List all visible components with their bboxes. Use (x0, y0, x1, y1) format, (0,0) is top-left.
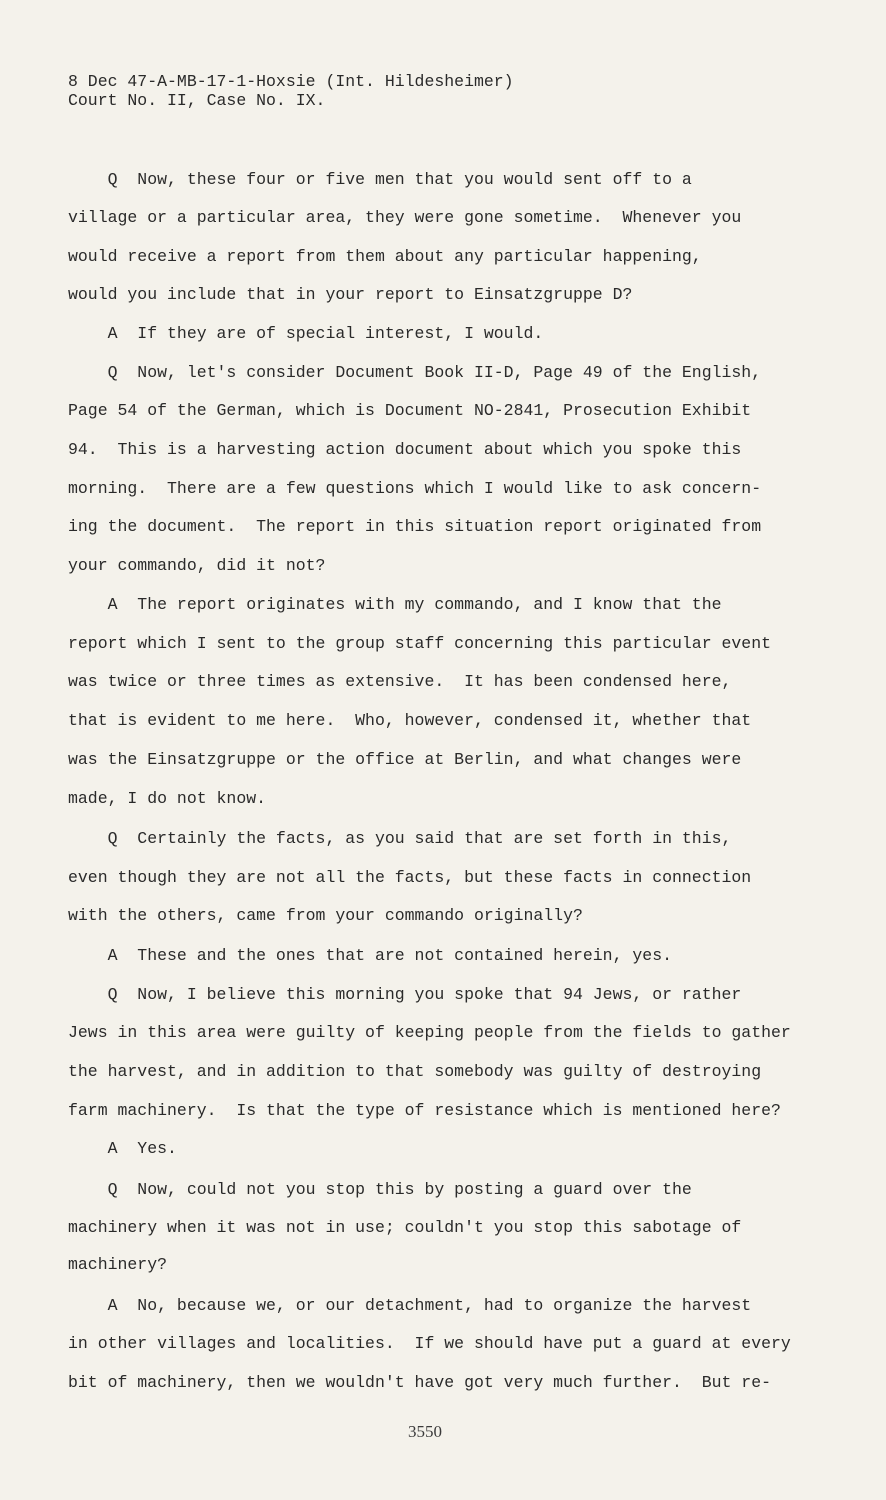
body-line: was twice or three times as extensive. It has been condensed here, (68, 672, 732, 691)
body-line: Q Now, let's consider Document Book II-D, Page 49 of the English, (68, 363, 762, 382)
body-line: farm machinery. Is that the type of resistance which is mentioned here? (68, 1101, 781, 1120)
body-line: report which I sent to the group staff concerning this particular event (68, 634, 772, 653)
header-line-1: 8 Dec 47-A-MB-17-1-Hoxsie (Int. Hildesheimer) (68, 72, 514, 91)
body-line: morning. There are a few questions which I would like to ask concern- (68, 479, 762, 498)
body-line: Jews in this area were guilty of keeping people from the fields to gather (68, 1023, 791, 1042)
body-line: machinery when it was not in use; couldn't you stop this sabotage of (68, 1218, 742, 1237)
body-line: that is evident to me here. Who, however, condensed it, whether that (68, 711, 752, 730)
document-header (68, 72, 514, 110)
body-line: Q Certainly the facts, as you said that are set forth in this, (68, 829, 732, 848)
body-line: A If they are of special interest, I would. (68, 324, 544, 343)
body-line: your commando, did it not? (68, 556, 326, 575)
body-line: village or a particular area, they were gone sometime. Whenever you (68, 208, 742, 227)
body-line: in other villages and localities. If we should have put a guard at every (68, 1334, 791, 1353)
header-line-2: Court No. II, Case No. IX. (68, 91, 326, 110)
body-line: machinery? (68, 1255, 168, 1274)
body-line: would you include that in your report to Einsatzgruppe D? (68, 285, 633, 304)
body-line: was the Einsatzgruppe or the office at Berlin, and what changes were (68, 750, 742, 769)
body-line: even though they are not all the facts, but these facts in connection (68, 868, 752, 887)
page-number: 3550 (408, 1422, 442, 1441)
body-line: ing the document. The report in this situation report originated from (68, 517, 762, 536)
body-line: Q Now, these four or five men that you would sent off to a (68, 170, 692, 189)
body-line: the harvest, and in addition to that somebody was guilty of destroying (68, 1062, 762, 1081)
body-line: Q Now, I believe this morning you spoke that 94 Jews, or rather (68, 985, 742, 1004)
body-line: A These and the ones that are not contained herein, yes. (68, 946, 672, 965)
body-line: with the others, came from your commando originally? (68, 906, 583, 925)
body-line: A No, because we, or our detachment, had to organize the harvest (68, 1296, 752, 1315)
body-line: bit of machinery, then we wouldn't have got very much further. But re- (68, 1373, 772, 1392)
body-line: A Yes. (68, 1139, 177, 1158)
body-line: 94. This is a harvesting action document about which you spoke this (68, 440, 742, 459)
body-line: Q Now, could not you stop this by posting a guard over the (68, 1180, 692, 1199)
body-line: A The report originates with my commando, and I know that the (68, 595, 722, 614)
body-line: made, I do not know. (68, 789, 267, 808)
body-line: would receive a report from them about any particular happening, (68, 247, 702, 266)
body-line: Page 54 of the German, which is Document NO-2841, Prosecution Exhibit (68, 401, 752, 420)
